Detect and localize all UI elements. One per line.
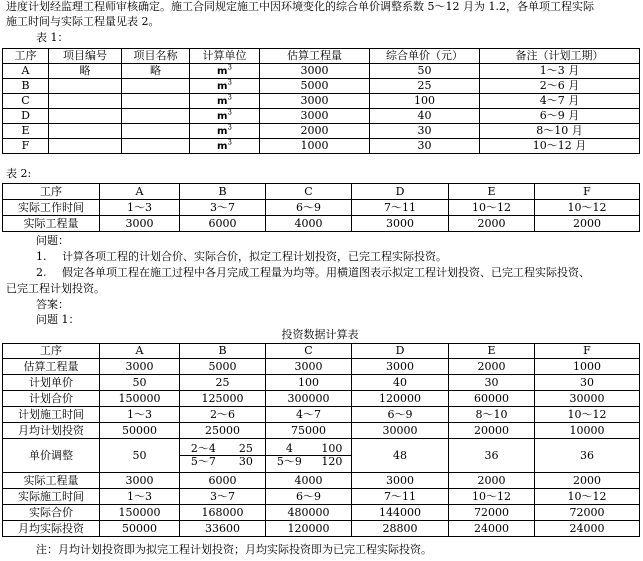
table-3 xyxy=(2,343,640,537)
table2-cell: C xyxy=(266,184,352,200)
table3-cell: 33600 xyxy=(180,521,266,537)
table1-cell xyxy=(122,139,190,154)
table1-row xyxy=(3,64,640,79)
table2-cell: 3～7 xyxy=(180,200,266,216)
unit-exponent: 3 xyxy=(227,123,232,131)
table3-cell: 50 xyxy=(100,375,180,391)
table3-cell: 25000 xyxy=(180,423,266,439)
table3-cell: 实际合价 xyxy=(3,505,100,521)
unit-exponent: 3 xyxy=(227,93,232,101)
table1-cell: C xyxy=(3,94,49,109)
question-2-continued: 已完工程计划投资。 xyxy=(6,282,105,295)
footnote: 注：月均计划投资即为拟完工程计划投资；月均实际投资即为已完工程实际投资。 xyxy=(36,543,432,556)
unit-symbol: m xyxy=(217,140,228,152)
table2-cell: A xyxy=(100,184,180,200)
table3-cell: 3000 xyxy=(100,359,180,375)
table2-header-row xyxy=(3,184,640,200)
table3-cell: 4～7 xyxy=(266,407,352,423)
table1-cell: 25 xyxy=(370,79,480,94)
table1-cell: 30 xyxy=(370,124,480,139)
table1-cell xyxy=(49,79,122,94)
table1-header: 工序 xyxy=(3,49,49,64)
table3-cell: 1～3 xyxy=(100,407,180,423)
unit-cell xyxy=(190,109,260,124)
table3-row xyxy=(3,375,640,391)
table3-cell: 168000 xyxy=(180,505,266,521)
table2-cell: 7～11 xyxy=(352,200,449,216)
table1-cell: 2～6 月 xyxy=(480,79,640,94)
table3-cell: 72000 xyxy=(535,505,640,521)
table2-row-time xyxy=(3,200,640,216)
table-1 xyxy=(2,48,640,154)
table3-row xyxy=(3,423,640,439)
table3-cell: 72000 xyxy=(449,505,535,521)
table3-cell: 480000 xyxy=(266,505,352,521)
table3-cell: 75000 xyxy=(266,423,352,439)
table1-cell: D xyxy=(3,109,49,124)
table1-cell: 5000 xyxy=(260,79,370,94)
table3-cell: 8～10 xyxy=(449,407,535,423)
table-2 xyxy=(2,183,640,232)
table1-cell xyxy=(122,124,190,139)
table3-cell: 1000 xyxy=(535,359,640,375)
table2-cell: 1～3 xyxy=(100,200,180,216)
table3-cell: A xyxy=(100,344,180,359)
table3-row xyxy=(3,505,640,521)
table3-cell: 3000 xyxy=(100,473,180,489)
table2-cell: 工序 xyxy=(3,184,100,200)
table2-cell: D xyxy=(352,184,449,200)
table3-cell: 50 xyxy=(100,439,180,473)
table3-cell: 100 xyxy=(266,375,352,391)
table3-cell: 28800 xyxy=(352,521,449,537)
question-2-number: 2. xyxy=(36,266,47,279)
table2-caption: 表 2: xyxy=(6,167,32,180)
table3-cell: C xyxy=(266,344,352,359)
table3-row xyxy=(3,359,640,375)
table1-header: 备注（计划工期） xyxy=(480,49,640,64)
table3-cell: 125000 xyxy=(180,391,266,407)
table3-cell: 24000 xyxy=(535,521,640,537)
table3-cell: 计划单价 xyxy=(3,375,100,391)
table3-cell: 144000 xyxy=(352,505,449,521)
table1-cell: 40 xyxy=(370,109,480,124)
table3-cell: 20000 xyxy=(449,423,535,439)
table3-cell: 2000 xyxy=(449,359,535,375)
table3-title: 投资数据计算表 xyxy=(281,328,359,341)
adjust-c-split xyxy=(266,443,351,468)
table3-cell: F xyxy=(535,344,640,359)
table1-cell: B xyxy=(3,79,49,94)
table1-cell xyxy=(49,139,122,154)
table1-cell: A xyxy=(3,64,49,79)
table3-cell: 30 xyxy=(449,375,535,391)
question-1: 计算各项工程的计划合价、实际合价，拟定工程计划投资，已完工程实际投资。 xyxy=(62,250,447,263)
table1-cell: 3000 xyxy=(260,109,370,124)
table2-cell: 4000 xyxy=(266,216,352,232)
adjust-range: 5～9 xyxy=(276,455,302,468)
table2-cell: F xyxy=(535,184,640,200)
question-2: 假定各单项工程在施工过程中各月完成工程量为均等。用横道图表示拟定工程计划投资、已完工程实际投资、 xyxy=(62,266,590,279)
table3-row-adjust xyxy=(3,439,640,473)
table3-cell: 10～12 xyxy=(449,489,535,505)
table3-cell: 60000 xyxy=(449,391,535,407)
table3-cell: 单价调整 xyxy=(3,439,100,473)
table3-row xyxy=(3,407,640,423)
table3-cell: E xyxy=(449,344,535,359)
table1-header: 综合单价（元） xyxy=(370,49,480,64)
table3-cell: 30 xyxy=(535,375,640,391)
unit-cell xyxy=(190,139,260,154)
table1-cell: 4～7 月 xyxy=(480,94,640,109)
table3-cell: 120000 xyxy=(266,521,352,537)
table1-cell: 2000 xyxy=(260,124,370,139)
table1-caption: 表 1： xyxy=(36,31,69,44)
table3-cell: 2000 xyxy=(449,473,535,489)
table1-cell: 10～12 月 xyxy=(480,139,640,154)
table3-cell: 2～6 xyxy=(180,407,266,423)
table3-cell: 2000 xyxy=(535,473,640,489)
table3-row xyxy=(3,521,640,537)
table1-cell: 6～9 月 xyxy=(480,109,640,124)
intro-line-2: 施工时间与实际工程量见表 2。 xyxy=(6,15,160,28)
adjust-value: 30 xyxy=(238,455,253,468)
table1-row xyxy=(3,79,640,94)
table1-cell: 8～10 月 xyxy=(480,124,640,139)
table1-cell: 3000 xyxy=(260,94,370,109)
table3-cell: 1～3 xyxy=(100,489,180,505)
table3-cell: B xyxy=(180,344,266,359)
unit-exponent: 3 xyxy=(227,78,232,86)
table2-cell: 3000 xyxy=(352,216,449,232)
table3-cell: D xyxy=(352,344,449,359)
table3-cell: 3000 xyxy=(352,359,449,375)
unit-symbol: m xyxy=(217,95,228,107)
adjust-range: 5～7 xyxy=(190,455,216,468)
table3-cell: 24000 xyxy=(449,521,535,537)
unit-symbol: m xyxy=(217,125,228,137)
unit-exponent: 3 xyxy=(227,138,232,146)
table3-cell: 150000 xyxy=(100,505,180,521)
adjust-range: 4 xyxy=(266,443,313,456)
table1-cell xyxy=(122,79,190,94)
table2-cell: 2000 xyxy=(535,216,640,232)
table1-cell: 1～3 月 xyxy=(480,64,640,79)
adjust-value: 120 xyxy=(321,455,343,468)
table3-cell: 工序 xyxy=(3,344,100,359)
table3-cell: 48 xyxy=(352,439,449,473)
table1-cell: 3000 xyxy=(260,64,370,79)
unit-exponent: 3 xyxy=(227,108,232,116)
table3-cell: 4000 xyxy=(266,473,352,489)
table3-row xyxy=(3,391,640,407)
table3-adjust-c xyxy=(266,439,352,473)
table1-cell xyxy=(49,109,122,124)
table2-cell: 实际工程量 xyxy=(3,216,100,232)
table1-cell: 略 xyxy=(49,64,122,79)
table2-cell: 6000 xyxy=(180,216,266,232)
table1-cell: 略 xyxy=(122,64,190,79)
table1-header: 项目名称 xyxy=(122,49,190,64)
table3-cell: 300000 xyxy=(266,391,352,407)
table2-cell: 10～12 xyxy=(449,200,535,216)
table1-cell xyxy=(49,124,122,139)
unit-cell xyxy=(190,124,260,139)
table1-cell xyxy=(122,109,190,124)
table2-cell: 实际工作时间 xyxy=(3,200,100,216)
table1-cell: 30 xyxy=(370,139,480,154)
table3-cell: 3000 xyxy=(352,473,449,489)
table3-cell: 120000 xyxy=(352,391,449,407)
table3-cell: 150000 xyxy=(100,391,180,407)
table1-cell xyxy=(122,94,190,109)
table3-cell: 10000 xyxy=(535,423,640,439)
table2-cell: B xyxy=(180,184,266,200)
table3-cell: 10～12 xyxy=(535,489,640,505)
table3-header-row xyxy=(3,344,640,359)
table3-row xyxy=(3,473,640,489)
table1-header-row xyxy=(3,49,640,64)
table1-cell: 50 xyxy=(370,64,480,79)
intro-line-1: 进度计划经监理工程师审核确定。施工合同规定施工中因环境变化的综合单价调整系数 5～12 月为 1.2，各单项工程实际 xyxy=(6,0,594,13)
table3-cell: 实际工程量 xyxy=(3,473,100,489)
table2-cell: 6～9 xyxy=(266,200,352,216)
unit-symbol: m xyxy=(217,110,228,122)
table1-row xyxy=(3,109,640,124)
answer-title: 答案： xyxy=(36,298,69,311)
table3-adjust-b xyxy=(180,439,266,473)
table3-cell: 6～9 xyxy=(266,489,352,505)
table3-cell: 月均计划投资 xyxy=(3,423,100,439)
table3-cell: 10～12 xyxy=(535,407,640,423)
table3-cell: 30000 xyxy=(352,423,449,439)
table3-cell: 5000 xyxy=(180,359,266,375)
table3-cell: 3000 xyxy=(266,359,352,375)
table3-cell: 50000 xyxy=(100,423,180,439)
table3-cell: 估算工程量 xyxy=(3,359,100,375)
table3-cell: 计划施工时间 xyxy=(3,407,100,423)
table1-cell: E xyxy=(3,124,49,139)
unit-symbol: m xyxy=(217,80,228,92)
table3-cell: 计划合价 xyxy=(3,391,100,407)
unit-exponent: 3 xyxy=(227,63,232,71)
adjust-value: 100 xyxy=(313,443,351,456)
table2-cell: E xyxy=(449,184,535,200)
table1-header: 计算单位 xyxy=(190,49,260,64)
table3-cell: 3～7 xyxy=(180,489,266,505)
adjust-value: 25 xyxy=(227,443,265,456)
table3-cell: 实际施工时间 xyxy=(3,489,100,505)
table1-header: 估算工程量 xyxy=(260,49,370,64)
table2-row-qty xyxy=(3,216,640,232)
table3-cell: 50000 xyxy=(100,521,180,537)
unit-cell xyxy=(190,79,260,94)
unit-cell xyxy=(190,94,260,109)
table2-cell: 3000 xyxy=(100,216,180,232)
table1-row xyxy=(3,139,640,154)
table1-cell xyxy=(49,94,122,109)
table1-cell: F xyxy=(3,139,49,154)
questions-title: 问题： xyxy=(36,234,69,247)
answer-q1-title: 问题 1： xyxy=(36,313,80,326)
table3-cell: 7～11 xyxy=(352,489,449,505)
table3-cell: 30000 xyxy=(535,391,640,407)
table3-cell: 25 xyxy=(180,375,266,391)
table3-cell: 40 xyxy=(352,375,449,391)
adjust-b-split xyxy=(180,443,265,468)
table2-cell: 2000 xyxy=(449,216,535,232)
table3-cell: 月均实际投资 xyxy=(3,521,100,537)
unit-symbol: m xyxy=(217,65,228,77)
table1-row xyxy=(3,94,640,109)
table3-cell: 6000 xyxy=(180,473,266,489)
question-1-number: 1. xyxy=(36,250,47,263)
table3-cell: 6～9 xyxy=(352,407,449,423)
adjust-range: 2～4 xyxy=(180,443,227,456)
unit-cell xyxy=(190,64,260,79)
table1-cell: 1000 xyxy=(260,139,370,154)
table1-row xyxy=(3,124,640,139)
table3-cell: 36 xyxy=(449,439,535,473)
table1-header: 项目编号 xyxy=(49,49,122,64)
table1-cell: 100 xyxy=(370,94,480,109)
table3-cell: 36 xyxy=(535,439,640,473)
table3-row xyxy=(3,489,640,505)
table2-cell: 10～12 xyxy=(535,200,640,216)
